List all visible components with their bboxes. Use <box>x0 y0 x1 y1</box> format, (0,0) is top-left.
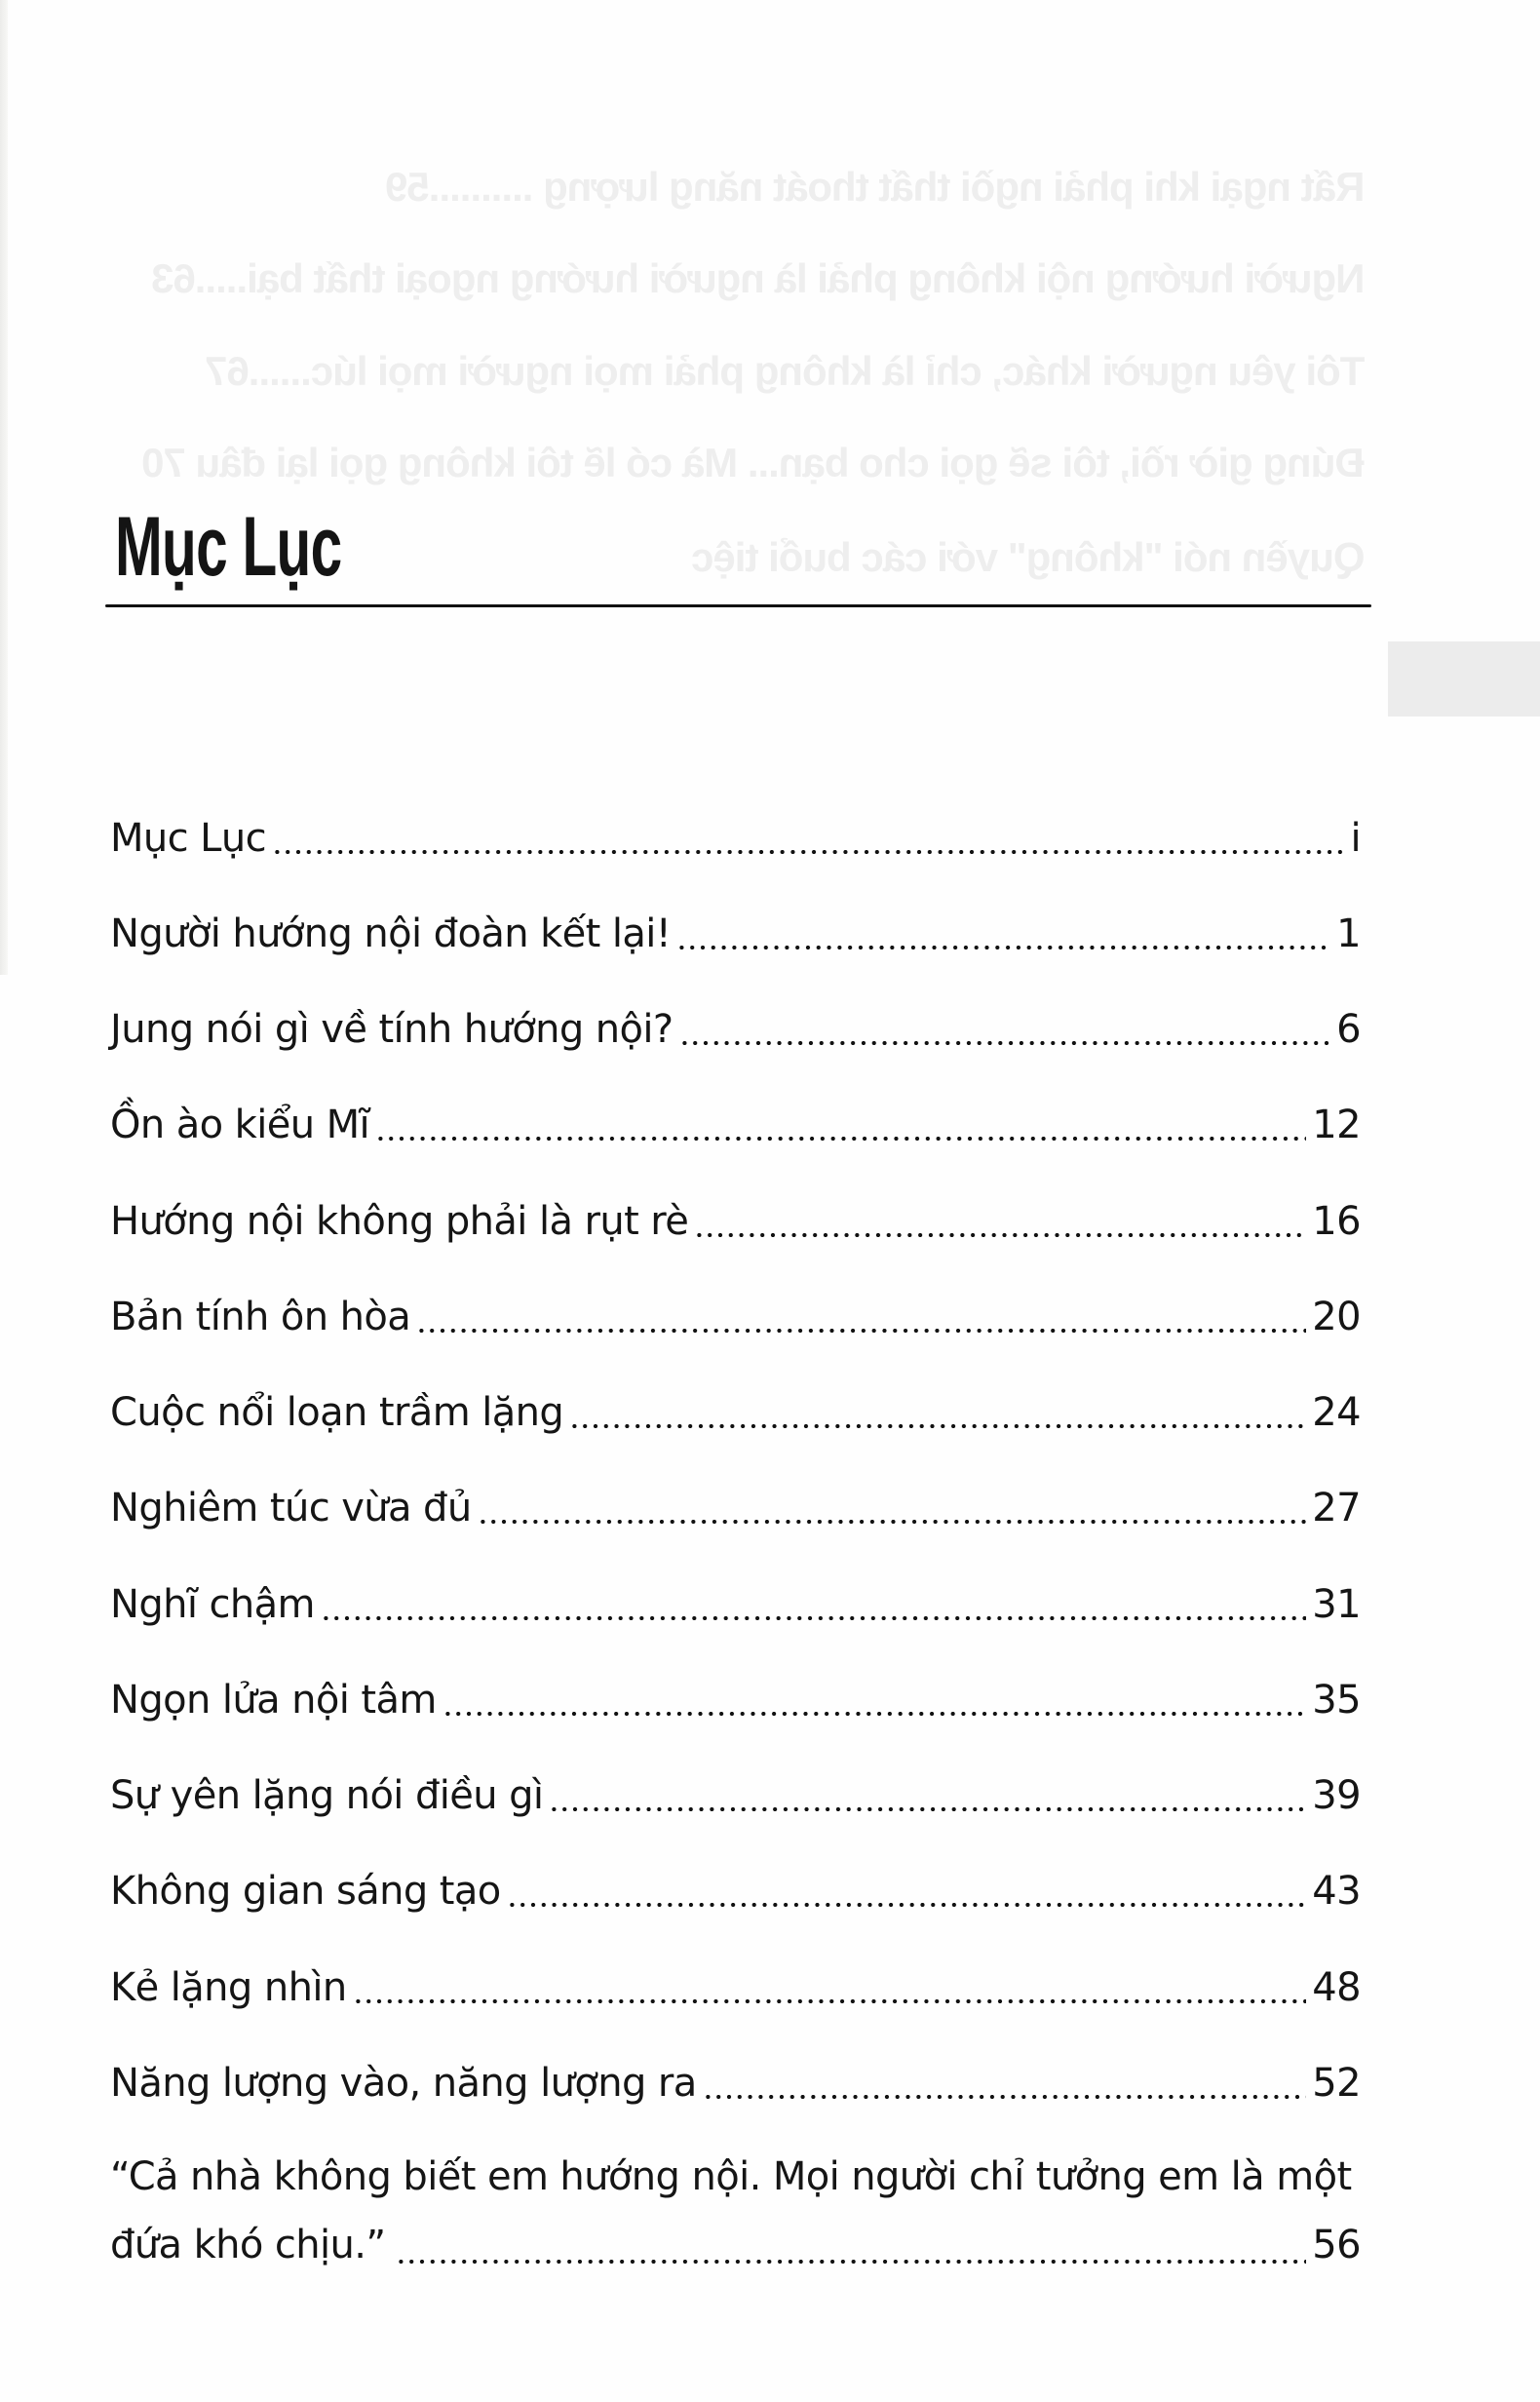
toc-entry[interactable] <box>110 905 1361 963</box>
toc-entry-title: Sự yên lặng nói điều gì <box>110 1773 544 1818</box>
toc-entry[interactable] <box>110 1383 1361 1442</box>
toc-entry-page: 20 <box>1312 1295 1361 1339</box>
toc-entry-multiline[interactable] <box>110 2143 1361 2279</box>
bleed-line: Đúng giờ rồi, tôi sẽ gọi cho bạn... Mà có lẽ tôi không gọi lại đâu 70 <box>142 440 1365 485</box>
toc-entry-title: Ngọn lửa nội tâm <box>110 1678 437 1723</box>
chapter-tab-marker <box>1388 641 1540 717</box>
toc-entry-page: 56 <box>1312 2223 1361 2267</box>
toc-entry-page: 24 <box>1312 1390 1361 1435</box>
toc-entry[interactable] <box>110 1575 1361 1634</box>
toc-entry-page: 16 <box>1312 1199 1361 1244</box>
toc-entry-page: 35 <box>1312 1678 1361 1723</box>
dot-leader <box>396 2260 1307 2264</box>
toc-entry-page: 48 <box>1312 1965 1361 2010</box>
toc-entry-title: Ồn ào kiểu Mĩ <box>110 1103 370 1147</box>
title-divider <box>105 604 1371 607</box>
toc-entry-title: Mục Lục <box>110 816 266 861</box>
toc-entry[interactable] <box>110 1000 1361 1059</box>
toc-entry-page: 1 <box>1336 911 1361 956</box>
dot-leader <box>569 1424 1306 1428</box>
dot-leader <box>272 850 1344 854</box>
bleed-line: Người hướng nội không phải là người hướng ngoại thất bại.....63 <box>151 255 1365 301</box>
dot-leader <box>507 1903 1307 1907</box>
toc-entry-title: Bản tính ôn hòa <box>110 1295 411 1339</box>
dot-leader <box>694 1233 1306 1237</box>
toc-entry[interactable] <box>110 1862 1361 1920</box>
toc-entry-title: Người hướng nội đoàn kết lại! <box>110 911 672 956</box>
toc-entry-page: 43 <box>1312 1869 1361 1914</box>
toc-entry[interactable] <box>110 1096 1361 1154</box>
dot-leader <box>703 2095 1307 2099</box>
toc-entry-page: i <box>1350 816 1361 861</box>
toc-entry-page: 27 <box>1312 1486 1361 1530</box>
dot-leader <box>676 946 1330 949</box>
dot-leader <box>353 1999 1307 2003</box>
dot-leader <box>321 1616 1306 1620</box>
dot-leader <box>549 1807 1306 1811</box>
dot-leader <box>375 1137 1306 1141</box>
page-edge-shadow <box>0 0 8 975</box>
dot-leader <box>478 1520 1307 1524</box>
toc-entry[interactable] <box>110 1288 1361 1346</box>
toc-entry-page: 52 <box>1312 2061 1361 2106</box>
toc-entry-title: Cuộc nổi loạn trầm lặng <box>110 1390 564 1435</box>
dot-leader <box>443 1712 1307 1716</box>
toc-entry[interactable] <box>110 2054 1361 2112</box>
toc-entry-title: Hướng nội không phải là rụt rè <box>110 1199 689 1244</box>
toc-entry[interactable] <box>110 1766 1361 1825</box>
toc-entry-title: Không gian sáng tạo <box>110 1869 501 1914</box>
bleed-line: Quyền nói "không" với các buổi tiệc <box>691 534 1365 580</box>
bleed-line: Tôi yêu người khác, chỉ là không phải mọi người mọi lúc......67 <box>205 348 1365 394</box>
toc-entry-title: Nghĩ chậm <box>110 1582 315 1627</box>
toc-entry-title: Năng lượng vào, năng lượng ra <box>110 2061 697 2106</box>
toc-entry-title: Kẻ lặng nhìn <box>110 1965 347 2010</box>
toc-entry-title: Jung nói gì về tính hướng nội? <box>110 1007 674 1052</box>
toc-entry[interactable] <box>110 1671 1361 1729</box>
toc-entry-page: 6 <box>1336 1007 1361 1052</box>
toc-entry[interactable] <box>110 1958 1361 2017</box>
toc-entry[interactable] <box>110 1479 1361 1537</box>
toc-entry-page: 39 <box>1312 1773 1361 1818</box>
toc-entry[interactable] <box>110 1192 1361 1251</box>
page-title: Mục Lục <box>115 500 342 594</box>
toc-entry-title-line1: “Cả nhà không biết em hướng nội. Mọi người chỉ tưởng em là một <box>110 2154 1352 2199</box>
bleed-line: Rất ngại khi phải ngồi thất thoát năng lượng ..........59 <box>385 164 1365 210</box>
toc-entry-title: Nghiêm túc vừa đủ <box>110 1486 472 1530</box>
toc-entry-page: 31 <box>1312 1582 1361 1627</box>
dot-leader <box>416 1329 1306 1333</box>
toc-entry-page: 12 <box>1312 1103 1361 1147</box>
toc-entry[interactable] <box>110 809 1361 868</box>
dot-leader <box>679 1041 1331 1045</box>
toc-entry-title-line2: đứa khó chịu.” <box>110 2223 386 2267</box>
